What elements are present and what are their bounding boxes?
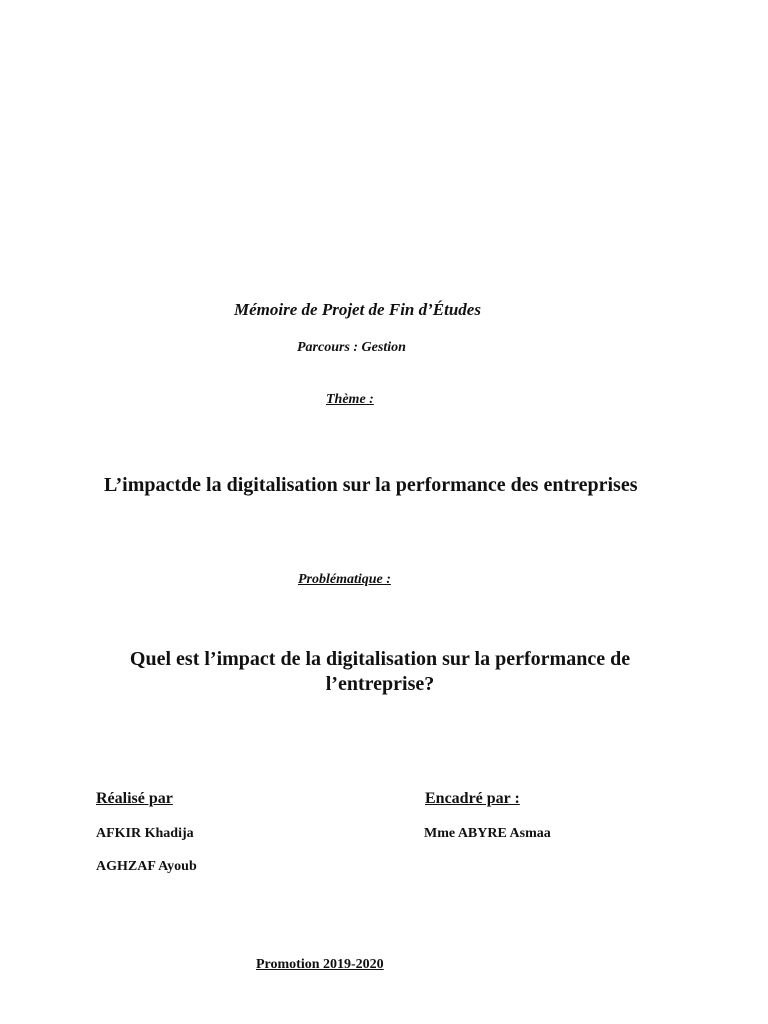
- theme-text: L’impactde la digitalisation sur la performance des entreprises: [104, 474, 638, 496]
- problem-heading: Problématique :: [298, 572, 391, 587]
- student-name: AGHZAF Ayoub: [96, 859, 197, 874]
- promotion-label: Promotion 2019-2020: [256, 957, 384, 972]
- supervisor-name: Mme ABYRE Asmaa: [424, 826, 551, 841]
- problem-statement: Quel est l’impact de la digitalisation sur la performance de l’entreprise?: [129, 648, 631, 695]
- theme-heading: Thème :: [326, 392, 374, 407]
- document-type-title: Mémoire de Projet de Fin d’Études: [234, 300, 481, 319]
- supervised-by-heading: Encadré par :: [425, 790, 520, 807]
- made-by-heading: Réalisé par: [96, 790, 173, 807]
- track-label: Parcours : Gestion: [297, 340, 406, 355]
- student-name: AFKIR Khadija: [96, 826, 194, 841]
